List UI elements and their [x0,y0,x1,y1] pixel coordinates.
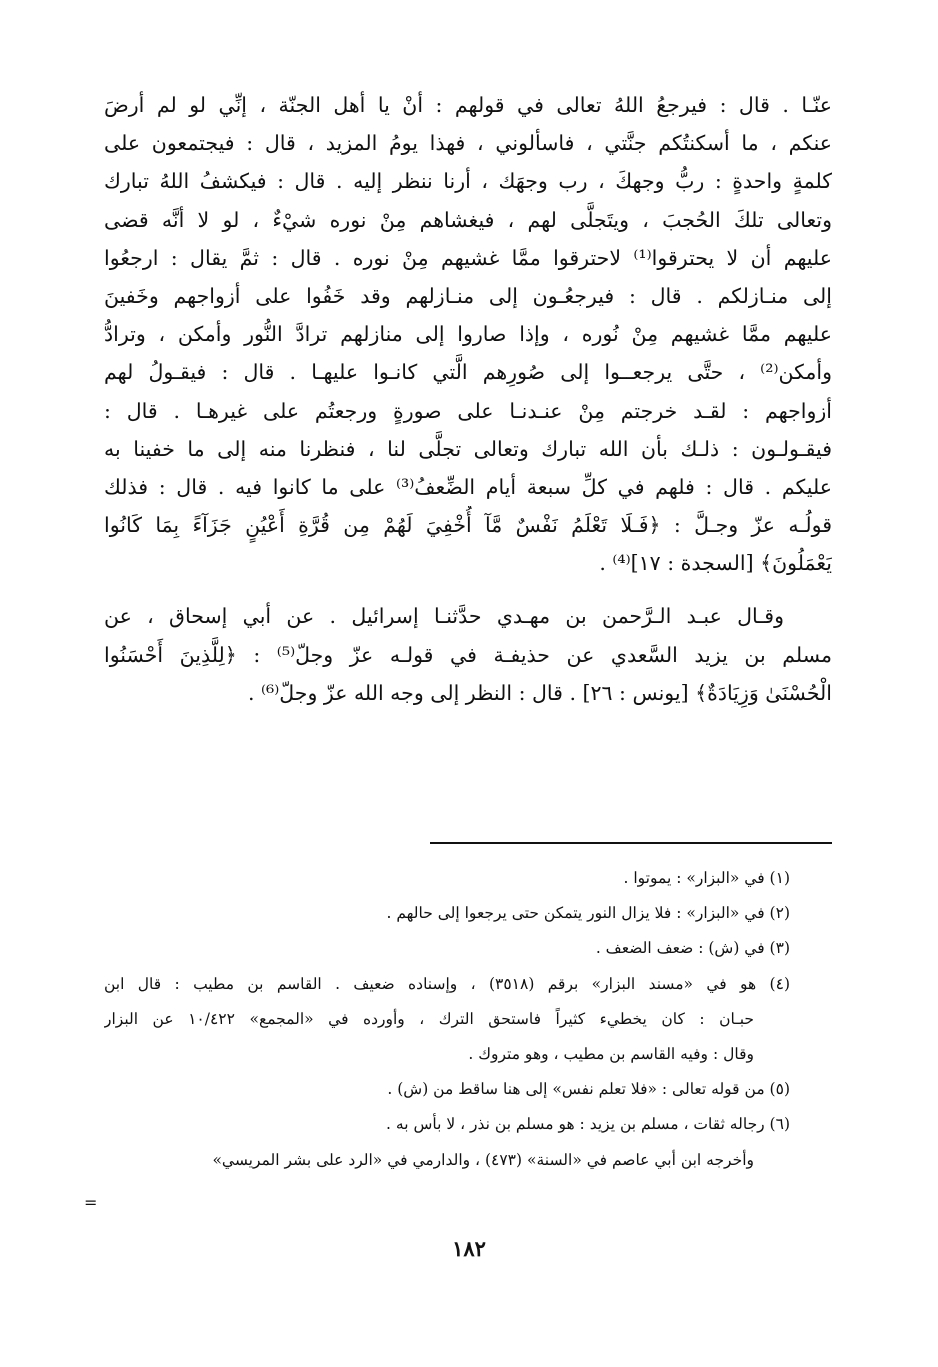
footnote-4: (٤) هو في «مسند البزار» برقم (٣٥١٨) ، وإسناده ضعيف . القاسم بن مطيب : قال ابن [104,974,790,993]
text-line: عليكم . قال : فلهم في كلِّ سبعة أيام الضِّعفُ⁽³⁾ على ما كانوا فيه . قال : فذلك [104,474,832,499]
text-line: وقـال عبـد الـرَّحمن بن مهـدي حدَّثنـا إسرائيل . عن أبي إسحاق ، عن [104,604,784,629]
text-line: مسلم بن يزيد السَّعدي عن حذيفـة في قولـه عزّ وجلّ⁽⁵⁾ : ﴿لِلَّذِينَ أَحْسَنُوا [104,642,832,667]
footnote-1: (١) في «البزار» : يموتوا . [623,869,790,887]
text-line: إلى منـازلكم . قال : فيرجعُـون إلى منـازلهم وقد خَفُوا على أزواجهم وخَفينَ [104,283,832,308]
footnotes [104,861,790,1178]
text-line: وأمكن⁽²⁾ ، حتَّى يرجعــوا إلى صُورِهم الَّتي كانـوا عليهـا . قال : فيقـولُ لهم [104,360,832,385]
text-line: عنّـا . قال : فيرجعُ اللهُ تعالى في قولهم : أنْ يا أهل الجنّة ، إنِّي لو لم أرضَ [104,93,832,117]
main-text [104,86,832,712]
quran-verse-line: الْحُسْنَىٰ وَزِيَادَةٌ﴾ [يونس : ٢٦] . قال : النظر إلى وجه الله عزّ وجلّ⁽⁶⁾ . [247,680,832,705]
footnote-3: (٣) في (ش) : ضعف الضعف . [595,939,790,958]
page-number: ١٨٢ [452,1236,486,1261]
quran-verse-line: قولُـه عزّ وجـلَّ : ﴿فَـلَا تَعْلَمُ نَفْسٌ مَّآ أُخْفِيَ لَهُمْ مِن قُرَّةِ أَعْيُنٍ جَزَآءً بِمَا كَانُوا [104,513,832,538]
footnote-5: (٥) من قوله تعالى : «فلا تعلم نفس» إلى هنا ساقط من (ش) . [387,1080,790,1099]
footnote-6: (٦) رجاله ثقات ، مسلم بن يزيد : هو مسلم بن نذر ، لا بأس به . [386,1115,790,1134]
text-line: أزواجهم : لقـد خرجتم مِنْ عنـدنـا على صورةٍ ورجعتُم على غيرهـا . قال : [104,398,832,423]
footnote-separator [430,842,832,844]
paragraph-1 [104,86,832,582]
footnote-4-continued: وقال : وفيه القاسم بن مطيب ، وهو متروك . [468,1044,754,1063]
footnote-4-continued: حبـان : كان يخطيء كثيراً فاستحق الترك ، وأورده في «المجمع» ١٠/٤٢٢ عن البزار [104,1009,754,1028]
quran-verse-line: يَعْمَلُونَ﴾ [السجدة : ١٧]⁽⁴⁾ . [599,551,832,576]
paragraph-gap [104,582,832,597]
paragraph-2 [104,597,832,712]
footnote-2: (٢) في «البزار» : فلا يزال النور يتمكن حتى يرجعوا إلى حالهم . [386,904,790,923]
text-line: عليهم ممَّا غشيهم مِنْ نُوره ، وإذا صاروا إلى منازلهم ترادَّ النُّور وأمكن ، وترادُّ [104,322,832,347]
text-line: فيقـولـون : ذلـك بأن الله تبارك وتعالى تجلَّى لنا ، فنظرنا منه إلى ما خفينا به [104,436,832,461]
continuation-mark: = [84,1193,98,1212]
text-line: عنكم ، ما أسكنتُكم جنَّتي ، فاسألوني ، فهذا يومُ المزيد ، قال : فيجتمعون على [104,131,832,156]
footnote-6-continued: وأخرجه ابن أبي عاصم في «السنة» (٤٧٣) ، والدارمي في «الرد على بشر المريسي» [212,1150,754,1169]
text-line: عليهم أن لا يحترقوا⁽¹⁾ لاحترقوا ممَّا غشيهم مِنْ نوره . قال : ثمَّ يقال : ارجعُوا [104,245,832,270]
text-line: كلمةٍ واحدةٍ : ربُّ وجهكَ ، رب وجهَك ، أرنا ننظر إليه . قال : فيكشفُ اللهُ تبارك [104,169,832,194]
text-line: وتعالى تلكَ الحُجبَ ، ويتَجلَّى لهم ، فيغشاهم مِنْ نوره شيْءٌ ، لو لا أنَّه قضى [104,207,832,232]
